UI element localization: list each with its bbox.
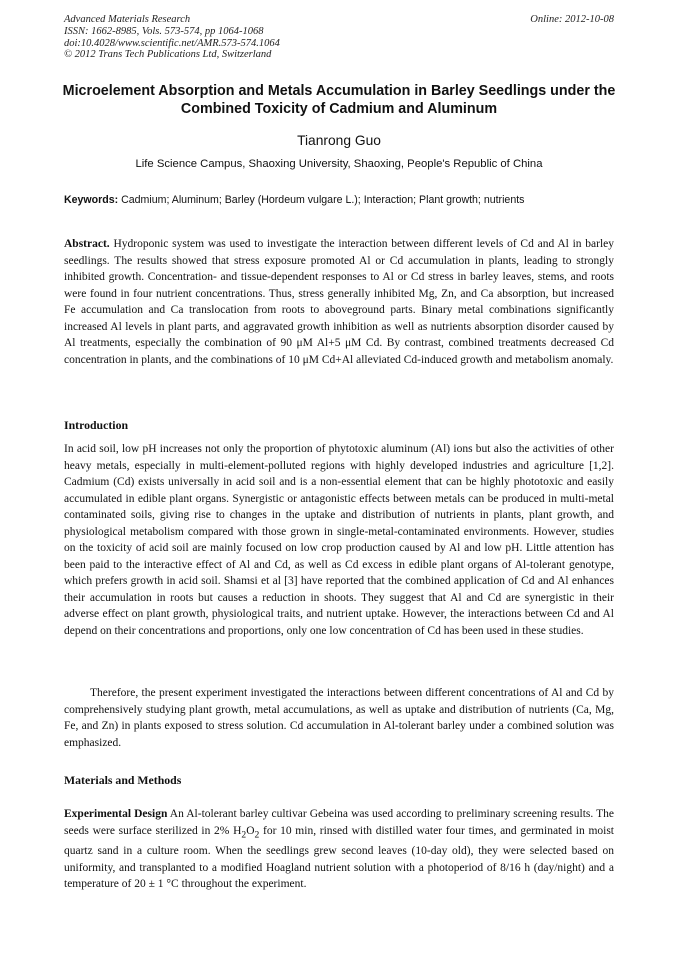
journal-name: Advanced Materials Research [64,14,191,25]
paper-title: Microelement Absorption and Metals Accumulation in Barley Seedlings under the Combined Toxicity of Cadmium and Aluminum [62,83,616,117]
doi-line: doi:10.4028/www.scientific.net/AMR.573-574.1064 [64,37,280,49]
keywords [64,194,616,206]
keywords-text: Cadmium; Aluminum; Barley (Hordeum vulgare L.); Interaction; Plant growth; nutrients [121,194,525,206]
keywords-label: Keywords: [64,194,119,206]
abstract-text: Hydroponic system was used to investigate the interaction between different levels of Cd and Al in barley seedlings. The results showed that stress exposure promoted Al or Cd accumulation in plants, leading to strongly inhibited growth. Concentration- and tissue-dependent responses to Al or Cd stress in barley leaves, stems, and roots were found in four nutrient concentrations. Thus, stress generally inhibited Mg, Zn, and Ca absorption, but increased Fe accumulation and Ca translocation from roots to aboveground parts. Binary metal combinations significantly increased Al levels in plant parts, and aggravated growth inhibition as well as nutrients absorption disorder caused by Al treatments, especially the combination of 90 μM Al+5 μM Cd. By contrast, combined treatments decreased Cd concentration in plants, and the combinations of 10 μM Cd+Al alleviated Cd-induced growth and metabolism anomaly. [64,238,615,366]
methods-heading: Materials and Methods [64,773,182,787]
design-o: O [246,824,255,837]
affiliation: Life Science Campus, Shaoxing University, Shaoxing, People's Republic of China [135,158,543,170]
journal-header [64,14,280,61]
design-label: Experimental Design [64,808,168,820]
experimental-design [64,806,614,893]
online-date: Online: 2012-10-08 [530,14,614,25]
author-name: Tianrong Guo [297,133,381,148]
design-text-1: An Al-tolerant barley cultivar Gebeina was used according to preliminary screening results. The seeds were surface sterilized in 2% H [64,808,614,837]
abstract [64,236,614,368]
abstract-label: Abstract. [64,238,110,250]
design-text-2: for 10 min, rinsed with distilled water four times, and germinated in moist quartz sand in a culture room. When the seedlings grew second leaves (10-day old), they were selected based on uniformity, and transplanted to a modified Hoagland nutrient solution with a photoperiod of 8/16 h (day/night) and a temperature of 20 ± 1 °C throughout the experiment. [64,824,615,891]
introduction-heading: Introduction [64,418,129,432]
subscript-2b: 2 [254,828,260,840]
intro-paragraph-2: Therefore, the present experiment investigated the interactions between different concentrations of Al and Cd by comprehensively studying plant growth, metal accumulations, as well as uptake and distribution of nutrients (Ca, Mg, Fe, and Zn) in plants exposed to stress solution. Cd accumulation in Al-tolerant barley under a combined solution was emphasized. [64,687,614,749]
copyright-line: © 2012 Trans Tech Publications Ltd, Switzerland [64,49,272,61]
subscript-2a: 2 [241,828,247,840]
issn-line: ISSN: 1662-8985, Vols. 573-574, pp 1064-1068 [64,25,264,37]
intro-paragraph-1: In acid soil, low pH increases not only the proportion of phytotoxic aluminum (Al) ions but also the activities of other heavy metals, especially in multi-element-polluted regions with highly developed industries and agriculture [1,2]. Cadmium (Cd) exists universally in acid soil and is a non-essential element that can be highly phototoxic and easily accumulated in edible plant organs. Synergistic or antagonistic effects between metals can be produced in multi-metal contaminated soils, giving rise to changes in the uptake and distribution of nutrients in plants, plant growth, and physiological metabolism compared with those grown in single-metal-contaminated environments. However, studies on the toxicity of acid soil are mainly focused on low crop production caused by Al and low pH. Little attention has been paid to the interactive effect of Al and Cd, as well as Cd excess in edible plant organs of Al-tolerant genotype, which prefers growth in acid soil. Shamsi et al [3] have reported that the combined application of Cd and Al enhances their accumulation in roots but causes a reduction in shoots. They suggest that Al and Cd are synergistic in their adverse effect on plant growth, physiological traits, and nutrient uptake. However, the interactions between Cd and Al depend on their concentrations and proportions, only one low concentration of Cd has been used in these studies. [64,443,614,637]
